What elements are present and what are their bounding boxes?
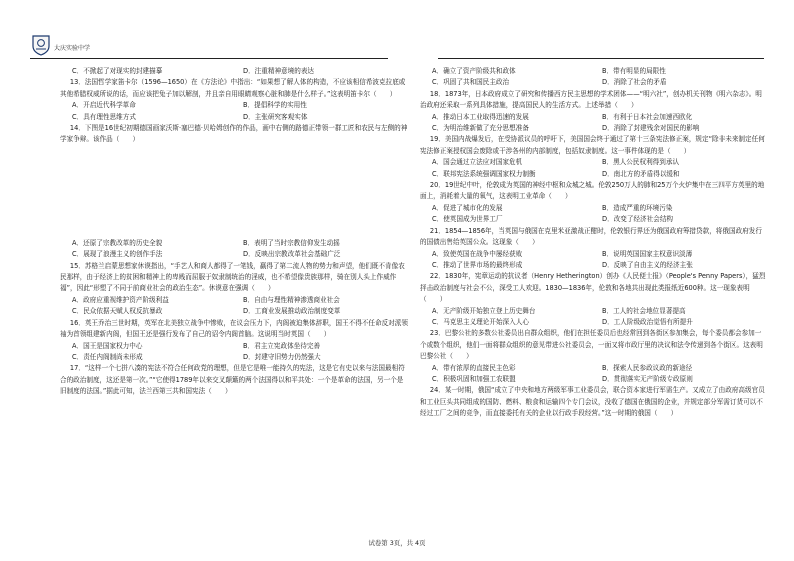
question-23-stem: 23．巴黎公社的多数公社委员出自群众组织，他们在担任委员后也经常回到各街区参加集会，每个委员都会参加一个或数个组织，他们一面将群众组织的意见带进公社委员会，一面又将市政厅里的决议和法令传递到各个街区。这表明巴黎公社（ ） [420,329,763,361]
question-13-stem: 13．法国哲学家笛卡尔（1596—1650）在《方法论》中指出：“如果想了解人体的构造，不应该相信希波克拉底或其他希腊权威所说的话，而应该把兔子加以解剖，并且亲自用眼睛观察心脏和肺是什么样子。”这表明笛卡尔（ ） [60,78,406,98]
header-divider-left [30,58,388,59]
option: C．为明治维新做了充分思想准备 [432,124,529,133]
question-18-stem: 18．1873年，日本政府成立了研究和传播西方民主思想的学术团体——“明六社”，创办机关刊物《明六杂志》。明治政府还采取一系列具体措施，提高国民人的生活方式。上述举措（ ） [420,89,762,110]
option: D．消除了封建残余对国民的影响 [602,124,700,133]
option: B．有利于日本社会加速西欧化 [602,112,693,121]
question-15-stem: 15．苏格兰启蒙思想家休谟指出，“手艺人和商人都得了一笔钱，赢得了第二流人物的势力和声望，他们既不肯像农民那样，由于经济上的贫困和精神上的卑贱而屈服于奴隶制统治的淫威，也不希望像贵族那样，骑在别人头上作威作福”，因此“形塑了不同于前商业社会的政治生态”。休谟意在强调（ ） [60,261,405,293]
question-18-options [420,112,766,135]
option: D．主张研究客观实体 [243,112,308,121]
option: A．推动日本工业取得迅速的发展 [432,112,529,121]
option: A．还原了宗教改革的历史全貌 [72,238,163,247]
question-17-options [420,66,766,89]
question-19-stem: 19．美国内战爆发后，在受协派议员的呼吁下，美国国会终于通过了第十三条宪法修正案，规定“除非未来制定任何宪法修正案授权国会废除或干涉各州的内部制度，包括奴隶制度。这一事件体现的是（ ） [420,135,765,155]
option: C．具有理性思维方式 [72,112,136,121]
option: C．民众依据天赋人权反抗暴政 [72,307,163,316]
question-20-stem: 20．19世纪中叶，伦敦成为英国的神经中枢和众城之城。伦敦250万人的肺和25万个火炉集中在三四平方英里的地面上，消耗着大量的氧气，这表明工业革命（ ） [420,181,765,201]
option: A．国会通过立法应对国家危机 [432,158,523,167]
question-13-options [60,100,408,123]
option: C．责任内阁制尚未形成 [72,352,143,361]
option: A．开启近代科学革命 [72,101,136,110]
page-number: 试卷第 3页，共 4页 [368,539,426,547]
question-20-options [420,203,766,226]
right-column [420,66,766,420]
question-24-stem: 24．某一时期，俄国“成立了中央和地方两级军事工业委员会，联合资本家进行军需生产。又成立了由政府高级官员和工业巨头共同组成的国防、燃料、粮食和运输四个专门会议，没收了德国在俄国的企业，并规定部分军需订货可以不经过工厂之间的竞争，而直接委托有关的企业以行政手段经营。”这一时期的俄国（ ） [420,386,765,418]
question-21-stem: 21．1854—1856年，当英国与俄国在克里米亚激战正酣时，伦敦银行界还为俄国政府筹措贷款，将俄国政府发行的国债出售给英国公众。这现象（ ） [420,226,762,247]
option: B．探索人民参政议政的新途径 [602,363,693,372]
question-15-options [60,295,408,318]
option: B．自由与理性精神渗透商业社会 [243,295,340,304]
question-16-stem: 16．英王乔治三世时期，英军在北美独立战争中惨败，在议会压力下，内阁被迫集体辞职，国王不得不任命反对派领袖为首领组建新内阁，但国王还是强行发布了自己的诏令内阁首脑。这说明当时英国（ ） [60,318,408,339]
question-21-options [420,249,766,272]
question-17-stem: 17．“这样一个七拼八凑的宪法不符合任何政党的理想，但是它是唯一能持久的宪法，这是它有史以来与法国最相符合的政治制度，这还是第一次。”“它使得1789年以来交叉颠簸的两个法国得以和平共处：一个是革命的法国，另一个是旧制度的法国。”据此可知，法兰西第三共和国宪法（ ） [60,364,405,396]
question-16-options [60,341,408,364]
option: D．消除了社会的矛盾 [602,78,667,87]
option: D．贯彻落实无产阶级专政原则 [602,374,693,383]
question-14-image-placeholder [60,146,408,238]
option: B．说明英国国家主权意识淡薄 [602,249,693,258]
option: C．推动了世界市场的最终形成 [432,260,523,269]
question-23-options [420,363,766,386]
option: A．致使英国在战争中屡经获败 [432,249,523,258]
option: C．不掀起了对现实的封建描摹 [72,67,163,75]
option: B．黑人公民权利得到承认 [602,158,680,167]
option: C．积极巩固和加强工农联盟 [432,374,516,383]
page-header [30,34,764,60]
option: D．南北方的矛盾得以缓和 [602,169,680,178]
q12-options [60,66,408,77]
question-14-options [60,238,408,261]
question-14-stem: 14．下图是16世纪初期德国画家沃斯·塞巴德·贝哈姆创作的作品，画中右侧的路德正带领一群工匠和农民与左侧的神学家争辩。该作品（ ） [60,124,408,144]
option: D．反映出宗教改革社会基础广泛 [243,250,341,259]
question-22-stem: 22．1830年，宪章运动的抗议者（Henry Hetherington）创办《人民便士报》（People's Penny Papers），猛烈抨击政治制度与社会不公，深受工人欢迎。1830—1836年，伦敦和各地共出现此类报纸近600种。这一现象表明（ ） [420,272,766,304]
option: C．展现了浪漫主义的创作手法 [72,250,163,259]
option: B．带有明显的局限性 [602,67,666,75]
option: D．工商业发展推动政治制度变革 [243,307,341,316]
option: B．表明了当时宗教信仰发生动摇 [243,238,340,247]
option: B．君主立宪政体坐待完善 [243,341,321,350]
left-column [60,66,408,398]
option: A．带有浓厚的直接民主色彩 [432,363,516,372]
option: A．促进了城市化的发展 [432,203,503,212]
question-22-options [420,306,766,329]
option: D．改变了经济社会结构 [602,215,674,224]
option: A．确立了资产阶级共和政体 [432,67,516,75]
option: D．封建守旧势力仍然强大 [243,352,321,361]
option: B．造成严重的环境污染 [602,203,673,212]
option: D．工人阶级政治觉悟有所提升 [602,317,693,326]
option: D．反映了自由主义的经济主张 [602,260,693,269]
option: C．联邦宪法系统强调国家权力制衡 [432,169,536,178]
option: C．使英国成为世界工厂 [432,215,503,224]
school-name: 大庆实验中学 [54,45,91,52]
option: B．提倡科学的实用性 [243,101,307,110]
question-19-options [420,157,766,180]
school-logo-icon [30,34,52,56]
option: B．工人的社会地位显著提高 [602,306,686,315]
option: A．无产阶级开始独立登上历史舞台 [432,306,536,315]
option: C．马克思主义理论开始深入人心 [432,317,529,326]
header-divider-right [438,58,764,59]
option: A．政府应重视维护资产阶级利益 [72,295,169,304]
option: D．注重精神意境的表达 [243,67,315,75]
option: A．国王是国家权力中心 [72,341,143,350]
option: C．巩固了共和国民主政治 [432,78,510,87]
